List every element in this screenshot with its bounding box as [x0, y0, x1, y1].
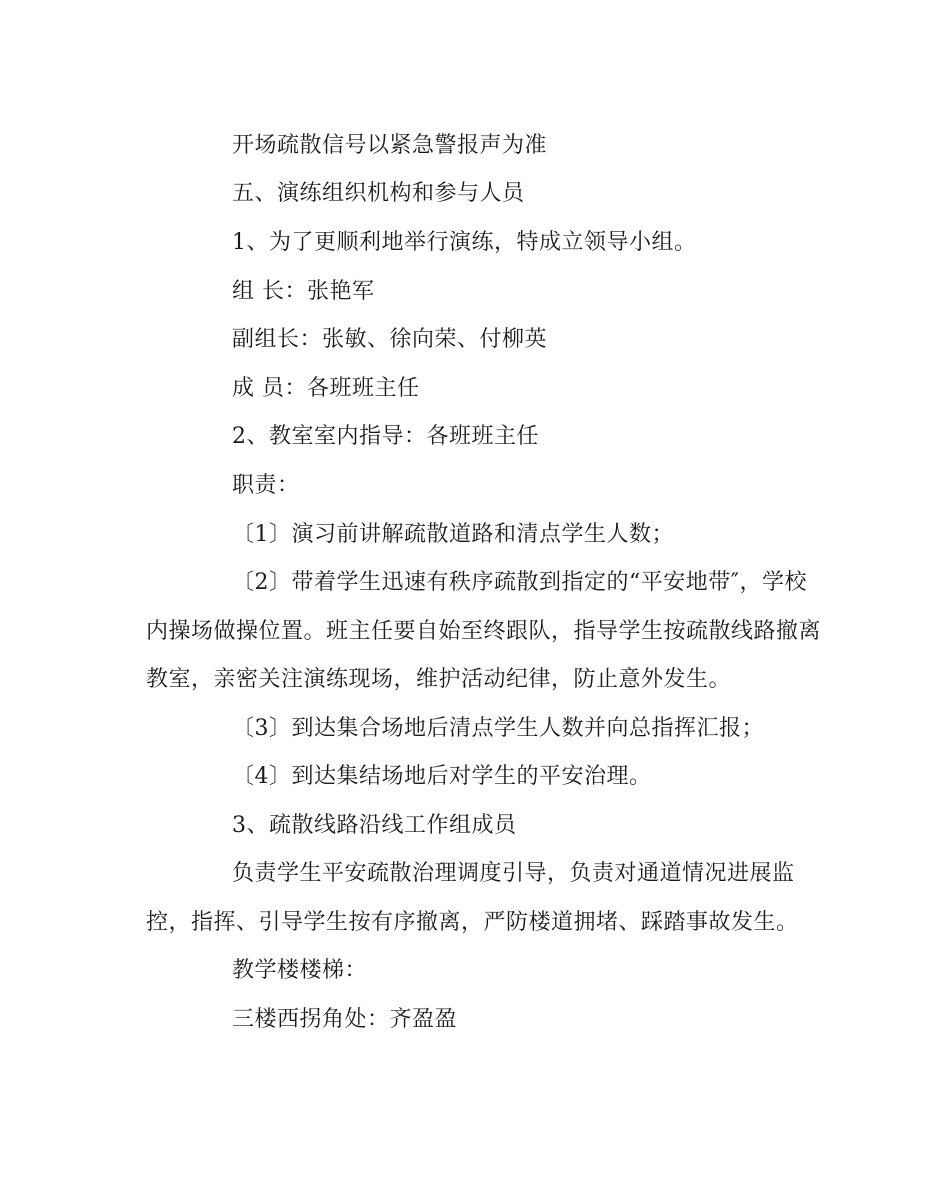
text-line-duty-2-cont-1: 内操场做操位置。班主任要自始至终跟队，指导学生按疏散线路撤离	[146, 619, 822, 644]
text-line-duty-2-cont-2: 教室，亲密关注演练现场，维护活动纪律，防止意外发生。	[146, 667, 732, 692]
text-line-third-floor-west: 三楼西拐角处：齐盈盈	[232, 1007, 458, 1032]
text-line-group-leader: 组 长：张艳军	[232, 279, 375, 304]
text-line-leadership-group: 1、为了更顺利地举行演练，特成立领导小组。	[232, 230, 697, 255]
text-line-route-team: 3、疏散线路沿线工作组成员	[232, 813, 517, 838]
text-line-duties-label: 职责：	[232, 473, 300, 498]
text-line-stairs-label: 教学楼楼梯：	[232, 958, 368, 983]
text-line-deputy-leaders: 副组长：张敏、徐向荣、付柳英	[232, 327, 548, 352]
text-line-members: 成 员：各班班主任	[232, 376, 420, 401]
text-line-duty-3: 〔3〕到达集合场地后清点学生人数并向总指挥汇报；	[232, 716, 764, 741]
text-line-route-duty: 负责学生平安疏散治理调度引导，负责对通道情况进展监	[232, 861, 795, 886]
text-line-signal: 开场疏散信号以紧急警报声为准	[232, 133, 548, 158]
text-line-duty-2: 〔2〕带着学生迅速有秩序疏散到指定的“平安地带″，学校	[232, 570, 807, 595]
text-line-duty-1: 〔1〕演习前讲解疏散道路和清点学生人数；	[232, 522, 674, 547]
text-line-classroom-guidance: 2、教室室内指导：各班班主任	[232, 424, 539, 449]
text-line-duty-4: 〔4〕到达集结场地后对学生的平安治理。	[232, 764, 652, 789]
section-heading-organization: 五、演练组织机构和参与人员	[232, 181, 525, 206]
text-line-route-duty-cont: 控，指挥、引导学生按有序撤离，严防楼道拥堵、踩踏事故发生。	[146, 910, 799, 935]
